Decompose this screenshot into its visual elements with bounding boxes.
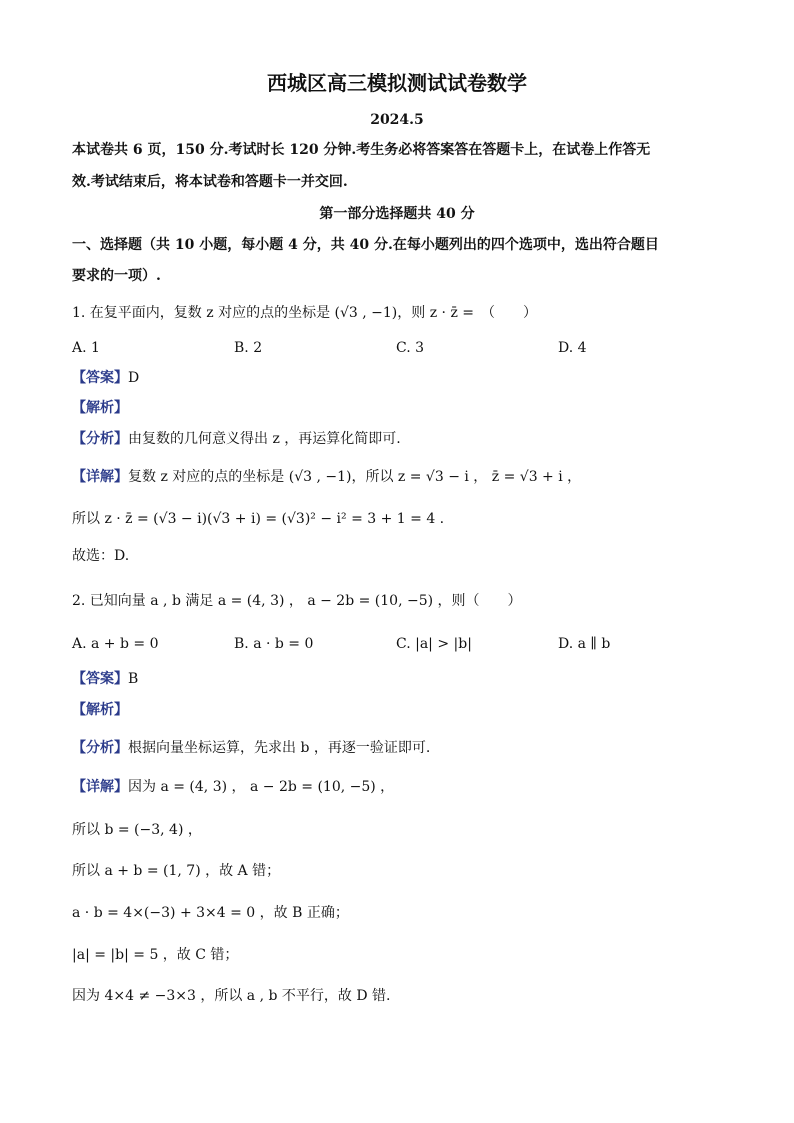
q2-option-d: D. a ∥ b (558, 636, 611, 652)
exam-date: 2024.5 (370, 112, 424, 128)
q1-stem: 1. 在复平面内，复数 z 对应的点的坐标是 (√3 , −1)，则 z · z̄ = （ ） (72, 305, 538, 321)
section-heading-line-1: 一、选择题（共 10 小题，每小题 4 分，共 40 分.在每小题列出的四个选项中，选出符合题目 (72, 237, 659, 253)
q2-option-b: B. a · b = 0 (234, 636, 314, 652)
q1-option-c: C. 3 (396, 340, 425, 356)
q1-conclusion: 故选：D. (72, 548, 130, 564)
q1-answer-tag: 【答案】 (72, 370, 128, 386)
q2-option-c: C. |a| > |b| (396, 636, 472, 652)
q1-answer-row (72, 368, 724, 388)
q2-fenxi-text: 根据向量坐标运算，先求出 b ，再逐一验证即可. (128, 740, 431, 756)
q1-xiangjie-tag: 【详解】 (72, 469, 128, 485)
q2-step-5: 因为 4×4 ≠ −3×3 ，所以 a , b 不平行，故 D 错. (72, 988, 391, 1004)
q2-fenxi-row (72, 738, 724, 758)
q1-calc-line: 所以 z · z̄ = (√3 − i)(√3 + i) = (√3)² − i² = 3 + 1 = 4 . (72, 511, 445, 527)
page-title: 西城区高三模拟测试试卷数学 (267, 71, 527, 95)
q2-step-2: 所以 a + b = (1, 7) ，故 A 错； (72, 863, 281, 879)
q2-stem: 2. 已知向量 a , b 满足 a = (4, 3) ， a − 2b = (10, −5) ，则（ ） (72, 593, 522, 609)
part-title: 第一部分选择题共 40 分 (319, 206, 475, 222)
q1-analysis-row (72, 398, 724, 418)
q1-analysis-tag: 【解析】 (72, 400, 128, 416)
q2-analysis-tag: 【解析】 (72, 702, 128, 718)
q2-step-3: a · b = 4×(−3) + 3×4 = 0 ，故 B 正确； (72, 905, 349, 921)
q1-fenxi-text: 由复数的几何意义得出 z ，再运算化简即可. (128, 431, 401, 447)
q2-xiangjie-text: 因为 a = (4, 3) ， a − 2b = (10, −5) ， (128, 779, 395, 795)
q1-fenxi-row (72, 429, 724, 449)
q1-xiangjie-row (72, 467, 724, 487)
q2-option-a: A. a + b = 0 (72, 636, 159, 652)
intro-line-1: 本试卷共 6 页，150 分.考试时长 120 分钟.考生务必将答案答在答题卡上，在试卷上作答无 (72, 142, 651, 158)
q1-option-b: B. 2 (234, 340, 263, 356)
q2-answer-row (72, 669, 724, 689)
q1-fenxi-tag: 【分析】 (72, 431, 128, 447)
section-heading-line-2: 要求的一项）. (72, 268, 161, 284)
q2-fenxi-tag: 【分析】 (72, 740, 128, 756)
q2-answer-tag: 【答案】 (72, 671, 128, 687)
q2-step-1: 所以 b = (−3, 4) ， (72, 822, 202, 838)
q1-option-d: D. 4 (558, 340, 587, 356)
q1-option-a: A. 1 (72, 340, 100, 356)
q2-analysis-row (72, 700, 724, 720)
intro-line-2: 效.考试结束后，将本试卷和答题卡一并交回. (72, 174, 348, 190)
q2-answer-value: B (128, 671, 139, 687)
q1-answer-value: D (128, 370, 140, 386)
q2-xiangjie-row (72, 777, 724, 797)
q2-step-4: |a| = |b| = 5 ，故 C 错； (72, 947, 239, 963)
q1-xiangjie-text: 复数 z 对应的点的坐标是 (√3 , −1)，所以 z = √3 − i ， z̄ = √3 + i ， (128, 469, 582, 485)
q2-xiangjie-tag: 【详解】 (72, 779, 128, 795)
